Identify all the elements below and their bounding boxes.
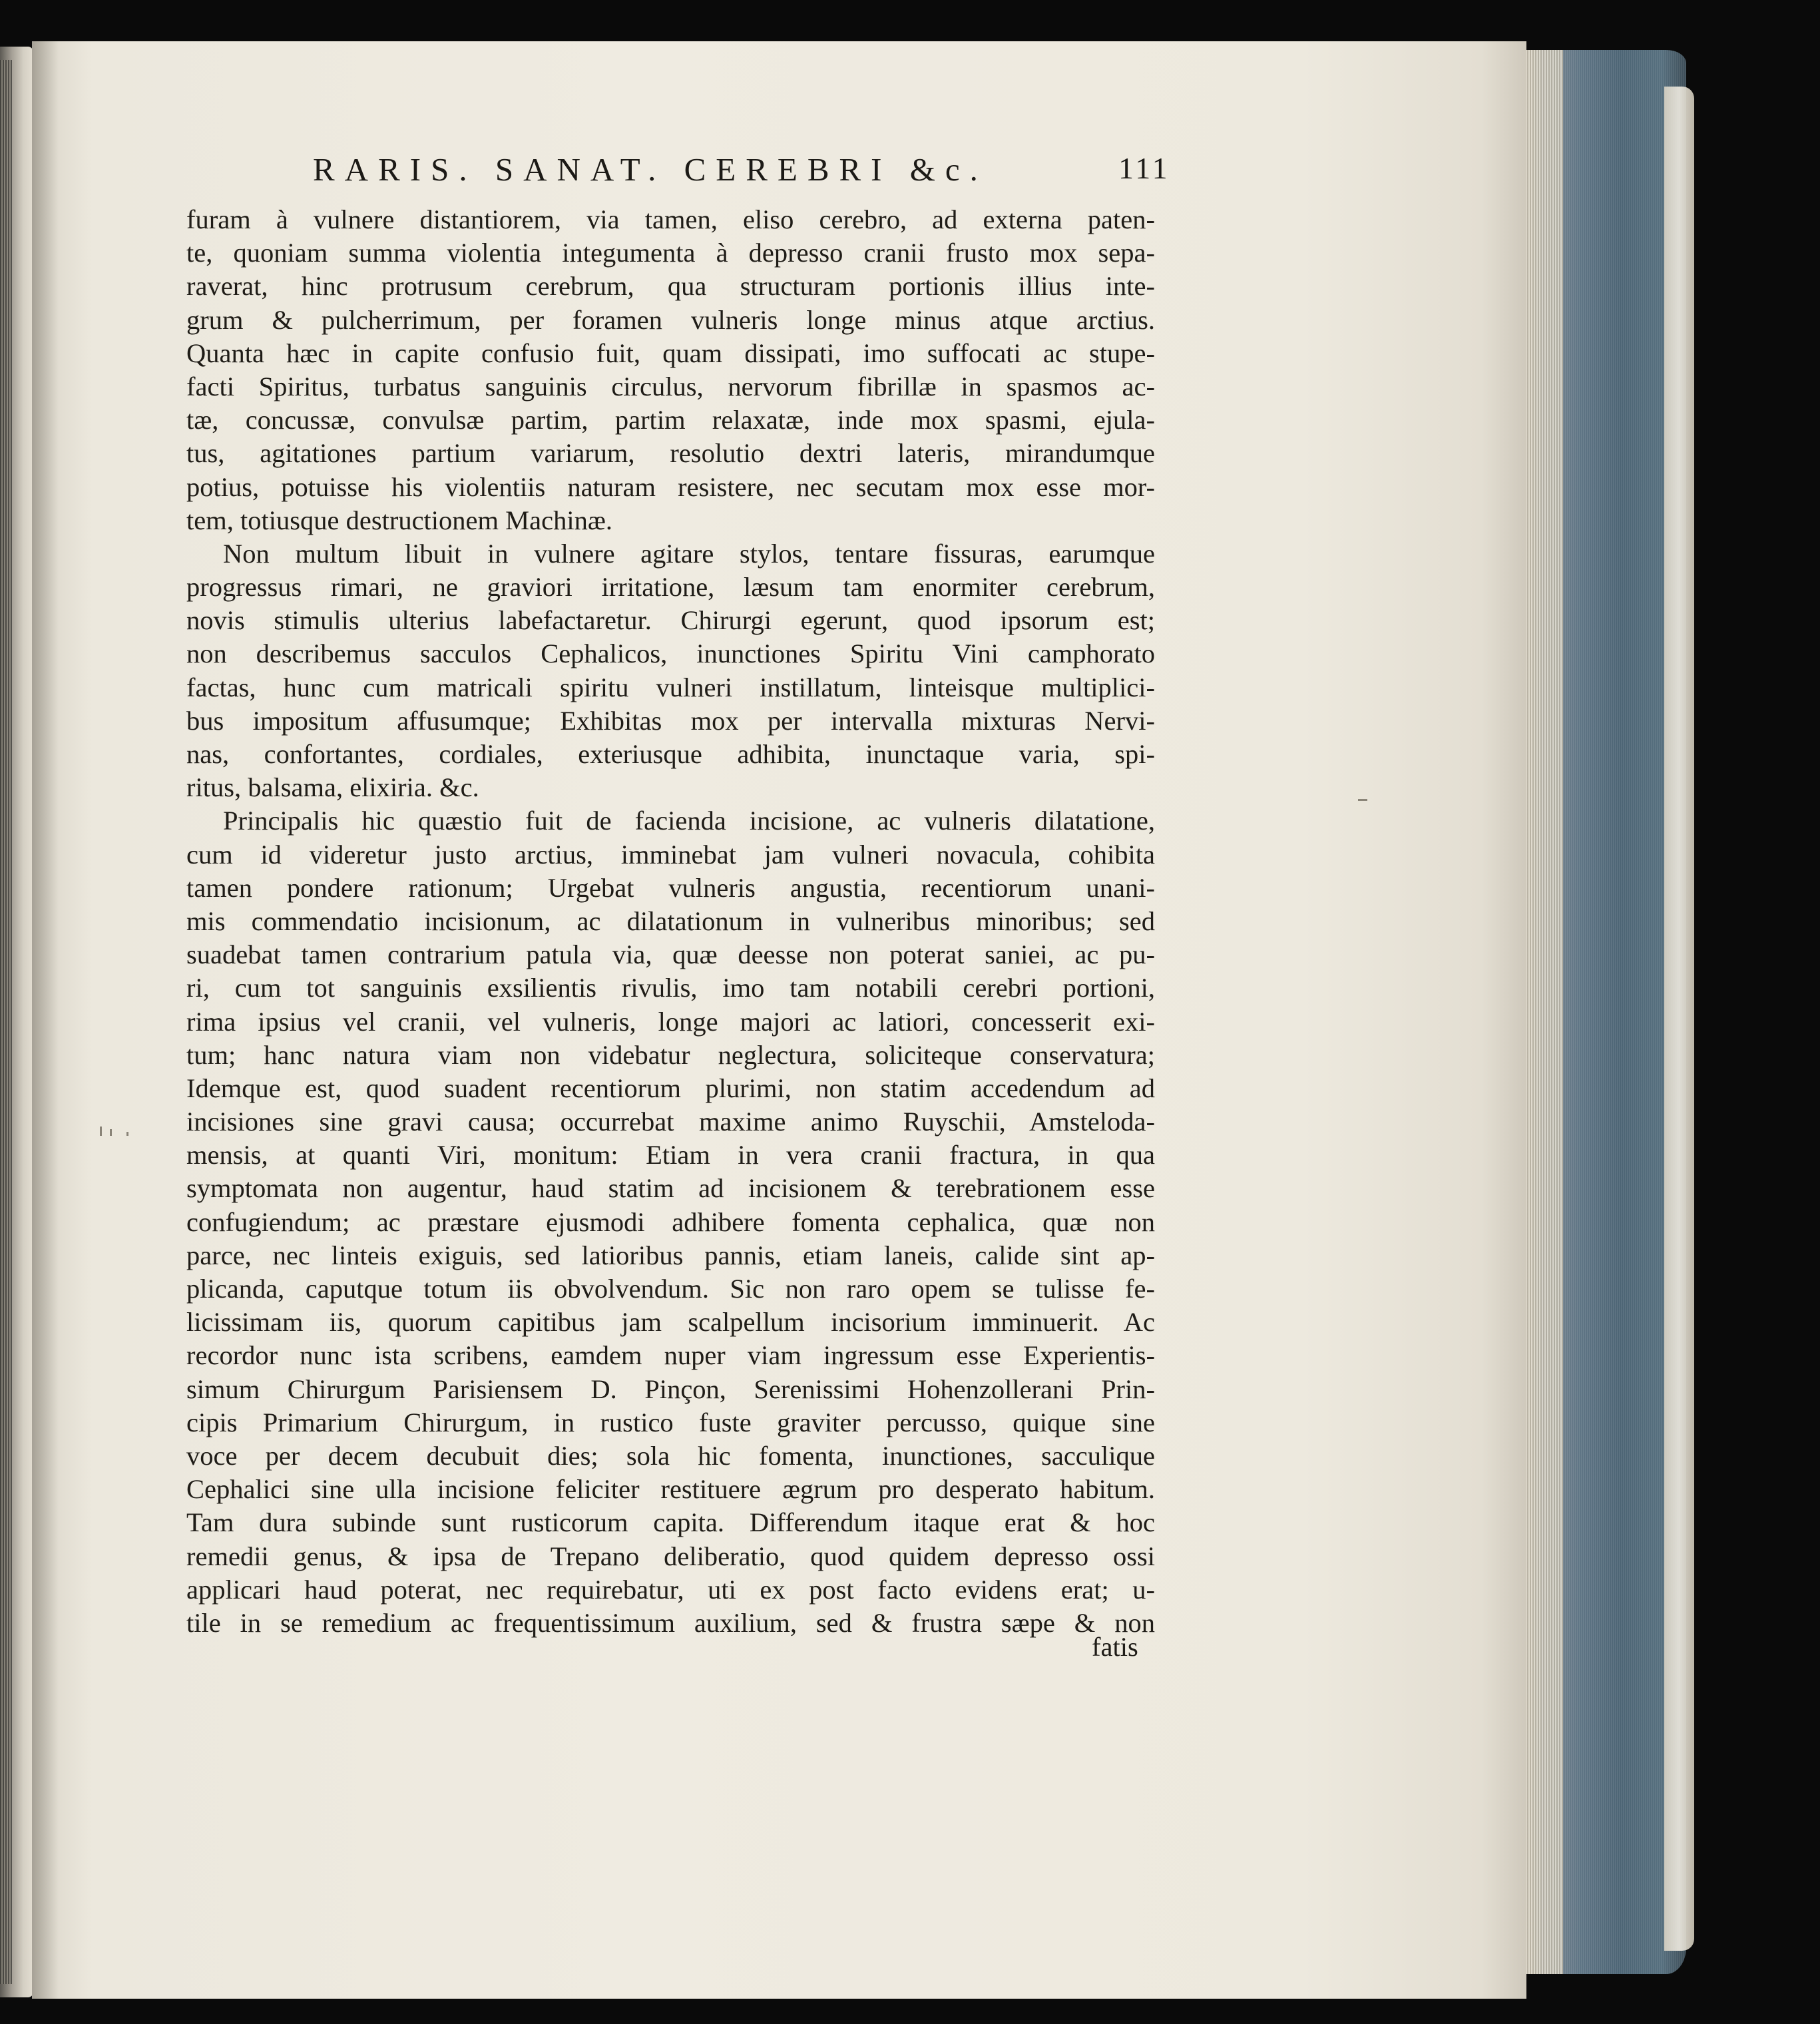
text-line: te, quoniam summa violentia integumenta à depresso cranii frusto mox sepa-	[186, 238, 1155, 268]
gutter-shadow	[32, 41, 59, 1999]
running-head: RARIS. SANAT. CEREBRI &c.	[313, 151, 988, 188]
text-line: rima ipsius vel cranii, vel vulneris, longe majori ac latiori, concesserit exi-	[186, 1006, 1155, 1037]
text-line: factas, hunc cum matricali spiritu vulneri instillatum, linteisque multiplici-	[186, 672, 1155, 702]
text-line: licissimam iis, quorum capitibus jam scalpellum incisorium imminuerit. Ac	[186, 1307, 1155, 1338]
text-line: parce, nec linteis exiguis, sed latioribus pannis, etiam laneis, calide sint ap-	[186, 1240, 1155, 1270]
text-line: recordor nunc ista scribens, eamdem nuper viam ingressum esse Experientis-	[186, 1340, 1155, 1371]
text-line: ritus, balsama, elixiria. &c.	[186, 772, 479, 803]
page-leaves	[1523, 50, 1563, 1974]
text-line: furam à vulnere distantiorem, via tamen, eliso cerebro, ad externa paten-	[186, 204, 1155, 234]
text-line: tile in se remedium ac frequentissimum auxilium, sed & frustra sæpe & non	[186, 1607, 1155, 1638]
text-line: nas, confortantes, cordiales, exteriusque adhibita, inunctaque varia, spi-	[186, 739, 1155, 769]
text-line: cipis Primarium Chirurgum, in rustico fuste graviter percusso, quique sine	[186, 1407, 1155, 1437]
text-line: Idemque est, quod suadent recentiorum plurimi, non statim accedendum ad	[186, 1073, 1155, 1103]
paragraph-start-line: Principalis hic quæstio fuit de facienda incisione, ac vulneris dilatatione,	[223, 806, 1155, 836]
text-line: incisiones sine gravi causa; occurrebat maxime animo Ruyschii, Amsteloda-	[186, 1107, 1155, 1137]
text-line: novis stimulis ulterius labefactaretur. Chirurgi egerunt, quod ipsorum est;	[186, 605, 1155, 636]
facing-page-leaves	[0, 60, 12, 1984]
text-line: voce per decem decubuit dies; sola hic fomenta, inunctiones, sacculique	[186, 1440, 1155, 1471]
text-line: simum Chirurgum Parisiensem D. Pinçon, Serenissimi Hohenzollerani Prin-	[186, 1374, 1155, 1404]
text-line: applicari haud poterat, nec requirebatur, uti ex post facto evidens erat; u-	[186, 1574, 1155, 1605]
text-line: ri, cum tot sanguinis exsilientis rivulis, imo tam notabili cerebri portioni,	[186, 973, 1155, 1003]
text-line: tum; hanc natura viam non videbatur neglectura, soliciteque conservatura;	[186, 1039, 1155, 1070]
stray-mark	[1358, 799, 1367, 801]
text-line: suadebat tamen contrarium patula via, quæ deesse non poterat saniei, ac pu-	[186, 939, 1155, 970]
text-line: non describemus sacculos Cephalicos, inunctiones Spiritu Vini camphorato	[186, 638, 1155, 669]
text-line: symptomata non augentur, haud statim ad incisionem & terebrationem esse	[186, 1173, 1155, 1204]
text-line: Tam dura subinde sunt rusticorum capita. Differendum itaque erat & hoc	[186, 1507, 1155, 1538]
text-line: potius, potuisse his violentiis naturam resistere, nec secutam mox esse mor-	[186, 471, 1155, 502]
text-line: bus impositum affusumque; Exhibitas mox per intervalla mixturas Nervi-	[186, 705, 1155, 736]
text-line: plicanda, caputque totum iis obvolvendum. Sic non raro opem se tulisse fe-	[186, 1274, 1155, 1304]
text-line: tus, agitationes partium variarum, resolutio dextri lateris, mirandumque	[186, 438, 1155, 469]
body-text	[186, 203, 1155, 1640]
page-number: 111	[1118, 151, 1170, 185]
text-line: mis commendatio incisionum, ac dilatationum in vulneribus minoribus; sed	[186, 905, 1155, 936]
text-line: remedii genus, & ipsa de Trepano deliberatio, quod quidem depresso ossi	[186, 1541, 1155, 1571]
text-line: grum & pulcherrimum, per foramen vulneris longe minus atque arctius.	[186, 304, 1155, 335]
text-line: raverat, hinc protrusum cerebrum, qua structuram portionis illius inte-	[186, 271, 1155, 302]
text-line: tæ, concussæ, convulsæ partim, partim relaxatæ, inde mox spasmi, ejula-	[186, 405, 1155, 435]
text-line: confugiendum; ac præstare ejusmodi adhibere fomenta cephalica, quæ non	[186, 1206, 1155, 1237]
text-line: facti Spiritus, turbatus sanguinis circulus, nervorum fibrillæ in spasmos ac-	[186, 371, 1155, 401]
paragraph-start-line: Non multum libuit in vulnere agitare stylos, tentare fissuras, earumque	[223, 538, 1155, 569]
text-line: Quanta hæc in capite confusio fuit, quam dissipati, imo suffocati ac stupe-	[186, 338, 1155, 368]
book-cover-edge	[1664, 87, 1694, 1951]
text-line: Cephalici sine ulla incisione feliciter restituere ægrum pro desperato habitum.	[186, 1474, 1155, 1505]
stray-mark	[100, 1127, 102, 1136]
text-line: cum id videretur justo arctius, imminebat jam vulneri novacula, cohibita	[186, 839, 1155, 870]
stray-mark	[110, 1129, 112, 1136]
catchword: fatis	[1092, 1632, 1138, 1662]
text-line: mensis, at quanti Viri, monitum: Etiam in vera cranii fractura, in qua	[186, 1140, 1155, 1170]
text-line: tem, totiusque destructionem Machinæ.	[186, 505, 613, 535]
stray-mark	[126, 1132, 128, 1136]
text-line: progressus rimari, ne graviori irritatione, læsum tam enormiter cerebrum,	[186, 572, 1155, 603]
text-line: tamen pondere rationum; Urgebat vulneris angustia, recentiorum unani-	[186, 872, 1155, 903]
